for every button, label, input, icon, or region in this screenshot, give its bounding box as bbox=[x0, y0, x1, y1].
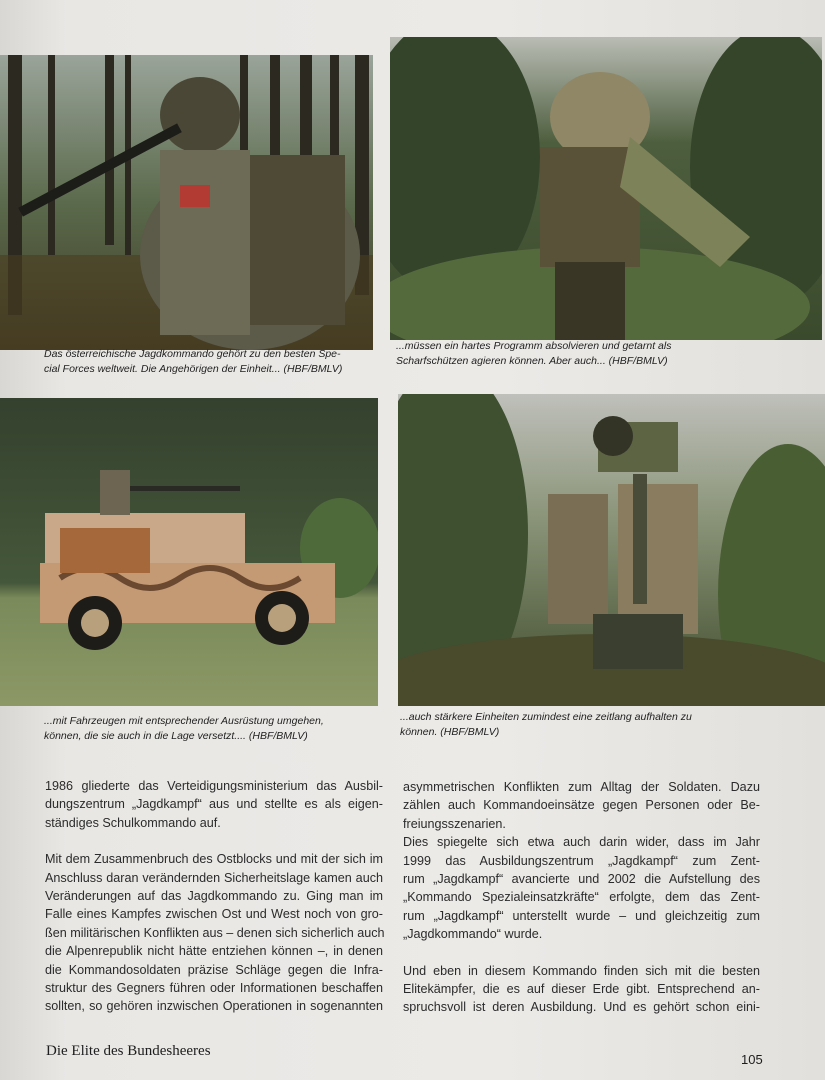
paragraph bbox=[403, 778, 760, 944]
text-line: Mit dem Zusammenbruch des Ostblocks und mit der sich im bbox=[45, 852, 383, 867]
left-text-column bbox=[45, 777, 383, 1034]
caption-photo-2 bbox=[396, 339, 671, 369]
page-number: 105 bbox=[741, 1052, 763, 1067]
text-line: die Kommandosoldaten präzise Schläge gegen die Infra- bbox=[45, 962, 383, 977]
text-line: sollten, so gehören inzwischen Operationen in sogenannten bbox=[45, 999, 383, 1014]
text-line: struktur des Gegners führen oder Informationen beschaffen bbox=[45, 981, 383, 996]
text-line: ßen militärischen Konflikten aus – denen sich sicherlich auch bbox=[45, 925, 385, 940]
photo-sniper-ghillie bbox=[390, 37, 822, 340]
text-line: asymmetrischen Konflikten zum Alltag der Soldaten. Dazu bbox=[403, 780, 760, 794]
text-line: zählen auch Kommandoeinsätze gegen Personen oder Be- bbox=[403, 798, 760, 813]
text-line: rum „Jagdkampf“ avancierte und 2002 die Aufstellung des bbox=[403, 872, 760, 887]
paragraph bbox=[45, 777, 383, 832]
text-line: dungszentrum „Jagdkampf“ aus und stellte es als eigen- bbox=[45, 797, 383, 812]
text-line: Veränderungen auf das Jagdkommando zu. Ging man im bbox=[45, 889, 383, 904]
photo-missile-launcher bbox=[398, 394, 825, 706]
paragraph bbox=[403, 962, 760, 1017]
text-line: spruchsvoll ist deren Ausbildung. Und es gehört schon eini- bbox=[403, 1000, 760, 1015]
caption-photo-4 bbox=[400, 710, 692, 740]
text-line: „Kommando Spezialeinsatzkräfte“ erfolgte, dem das Zent- bbox=[403, 890, 760, 905]
text-line: Dies spiegelte sich etwa auch darin wider, dass im Jahr bbox=[403, 835, 760, 850]
text-line: 1986 gliederte das Verteidigungsministerium das Ausbil- bbox=[45, 779, 383, 793]
text-line: „Jagdkommando“ wurde. bbox=[403, 927, 543, 942]
caption-photo-1 bbox=[44, 347, 342, 377]
caption-line: ...auch stärkere Einheiten zumindest eine zeitlang aufhalten zu bbox=[400, 711, 692, 723]
text-line: rum „Jagdkampf“ unterstellt wurde – und gleichzeitig zum bbox=[403, 908, 760, 923]
caption-line: können, die sie auch in die Lage versetzt.... (HBF/BMLV) bbox=[44, 730, 308, 742]
paragraph bbox=[45, 850, 383, 1016]
photo-camouflaged-vehicle bbox=[0, 398, 378, 706]
caption-line: cial Forces weltweit. Die Angehörigen der Einheit... (HBF/BMLV) bbox=[44, 363, 343, 375]
caption-line: ...müssen ein hartes Programm absolvieren und getarnt als bbox=[396, 340, 672, 352]
text-line: Anschluss daran verändernden Sicherheitslage kamen auch bbox=[45, 870, 383, 885]
caption-photo-3 bbox=[44, 714, 324, 744]
text-line: Falle eines Kampfes zwischen Ost und West noch von gro- bbox=[45, 907, 383, 922]
caption-line: Scharfschützen agieren können. Aber auch... (HBF/BMLV) bbox=[396, 355, 668, 367]
caption-line: Das österreichische Jagdkommando gehört zu den besten Spe- bbox=[44, 348, 341, 360]
text-line: ständiges Schulkommando auf. bbox=[45, 815, 221, 830]
caption-line: ...mit Fahrzeugen mit entsprechender Ausrüstung umgehen, bbox=[44, 715, 324, 727]
text-line: Elitekämpfer, die es auf dieser Erde gibt. Entsprechend an- bbox=[403, 982, 760, 997]
caption-line: können. (HBF/BMLV) bbox=[400, 726, 500, 738]
text-line: die Alpenrepublik nicht hätte entziehen können –, in denen bbox=[45, 944, 383, 959]
right-text-column bbox=[403, 778, 760, 1035]
text-line: Und eben in diesem Kommando finden sich mit die besten bbox=[403, 963, 760, 978]
text-line: freiungsszenarien. bbox=[403, 816, 506, 831]
photo-soldier-rifle bbox=[0, 55, 373, 350]
text-line: 1999 das Ausbildungszentrum „Jagdkampf“ zum Zent- bbox=[403, 853, 760, 868]
running-footer-title: Die Elite des Bundesheeres bbox=[46, 1043, 211, 1059]
